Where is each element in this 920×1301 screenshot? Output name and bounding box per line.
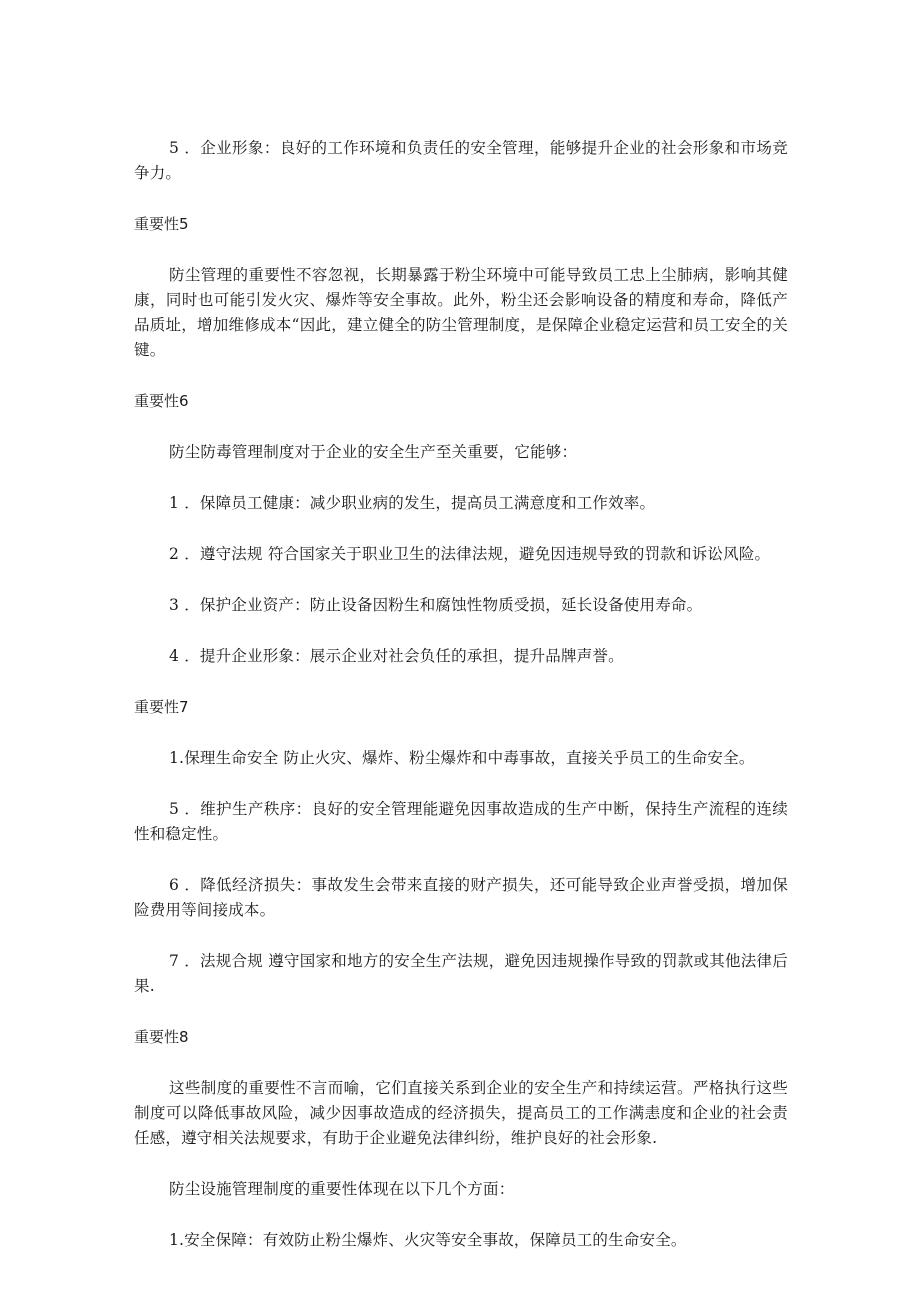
section-heading: 重要性8	[134, 1028, 189, 1046]
paragraph-facility-intro	[134, 1177, 788, 1202]
paragraph: 4 ．提升企业形象：展示企业对社会负任的承担，提升品牌声誉。	[169, 647, 624, 665]
list-item-safety-guarantee	[134, 1228, 788, 1253]
section-heading: 重要性5	[134, 215, 189, 233]
section-heading: 重要性6	[134, 392, 189, 410]
paragraph: 1.安全保障：有效防止粉尘爆炸、火灾等安全事故，保障员工的生命安全。	[169, 1231, 687, 1249]
list-item-production-order	[134, 797, 788, 847]
paragraph-intro-6	[134, 440, 788, 465]
list-item-life-safety	[134, 746, 788, 771]
paragraph: 1 ．保障员工健康：减少职业病的发生，提高员工满意度和工作效率。	[169, 494, 656, 512]
section-heading-8	[134, 1025, 788, 1050]
list-item-brand-image	[134, 644, 788, 669]
section-heading-6	[134, 389, 788, 414]
document-body	[134, 136, 788, 1279]
paragraph-system-importance	[134, 1076, 788, 1151]
paragraph: 防尘设施管理制度的重要性体现在以下几个方面：	[169, 1180, 515, 1198]
paragraph: 5 ．维护生产秩序：良好的安全管理能避免因事故造成的生产中断，保持生产流程的连续性和稳定性。	[134, 800, 788, 843]
paragraph: 3 ．保护企业资产：防止设备因粉生和腐蚀性物质受损，延长设备使用寿命。	[169, 596, 703, 614]
section-heading-5	[134, 212, 788, 237]
list-item-legal-compliance	[134, 949, 788, 999]
paragraph: 这些制度的重要性不言而喻，它们直接关系到企业的安全生产和持续运营。严格执行这些制度可以降低事故风险，减少因事故造成的经济损失，提高员工的工作满恚度和企业的社会责任感，遵守相关法规要求，有助于企业避免法律纠纷，维护良好的社会形象.	[134, 1079, 788, 1147]
paragraph: 5 ．企业形象：良好的工作环境和负责任的安全管理，能够提升企业的社会形象和市场竞争力。	[134, 139, 788, 182]
paragraph: 6 ．降低经济损失：事故发生会带来直接的财产损失，还可能导致企业声誉受损，增加保险费用等间接成本。	[134, 876, 788, 919]
list-item-corporate-image	[134, 136, 788, 186]
paragraph-dust-importance	[134, 263, 788, 363]
section-heading-7	[134, 695, 788, 720]
list-item-compliance	[134, 542, 788, 567]
list-item-employee-health	[134, 491, 788, 516]
paragraph: 1.保理生命安全 防止火灾、爆炸、粉尘爆炸和中毒事故，直接关乎员工的生命安全。	[169, 749, 755, 767]
paragraph: 2 ．遵守法规 符合国家关于职业卫生的法律法规，避免因违规导致的罚款和诉讼风险。	[169, 545, 771, 563]
paragraph: 防尘管理的重要性不容忽视，长期暴露于粉尘环境中可能导致员工忠上尘肺病，影响其健康，同时也可能引发火灾、爆炸等安全事故。此外，粉尘还会影响设备的精度和寿命，降低产品质址，增加维修成本“因此，建立健全的防尘管理制度，是保障企业稳定运营和员工安全的关键。	[134, 266, 788, 359]
list-item-economic-loss	[134, 873, 788, 923]
section-heading: 重要性7	[134, 698, 189, 716]
paragraph: 防尘防毒管理制度对于企业的安全生产至关重要，它能够：	[169, 443, 578, 461]
paragraph: 7 ．法规合规 遵守国家和地方的安全生产法规，避免因违规操作导致的罚款或其他法律后果.	[134, 952, 788, 995]
list-item-protect-assets	[134, 593, 788, 618]
